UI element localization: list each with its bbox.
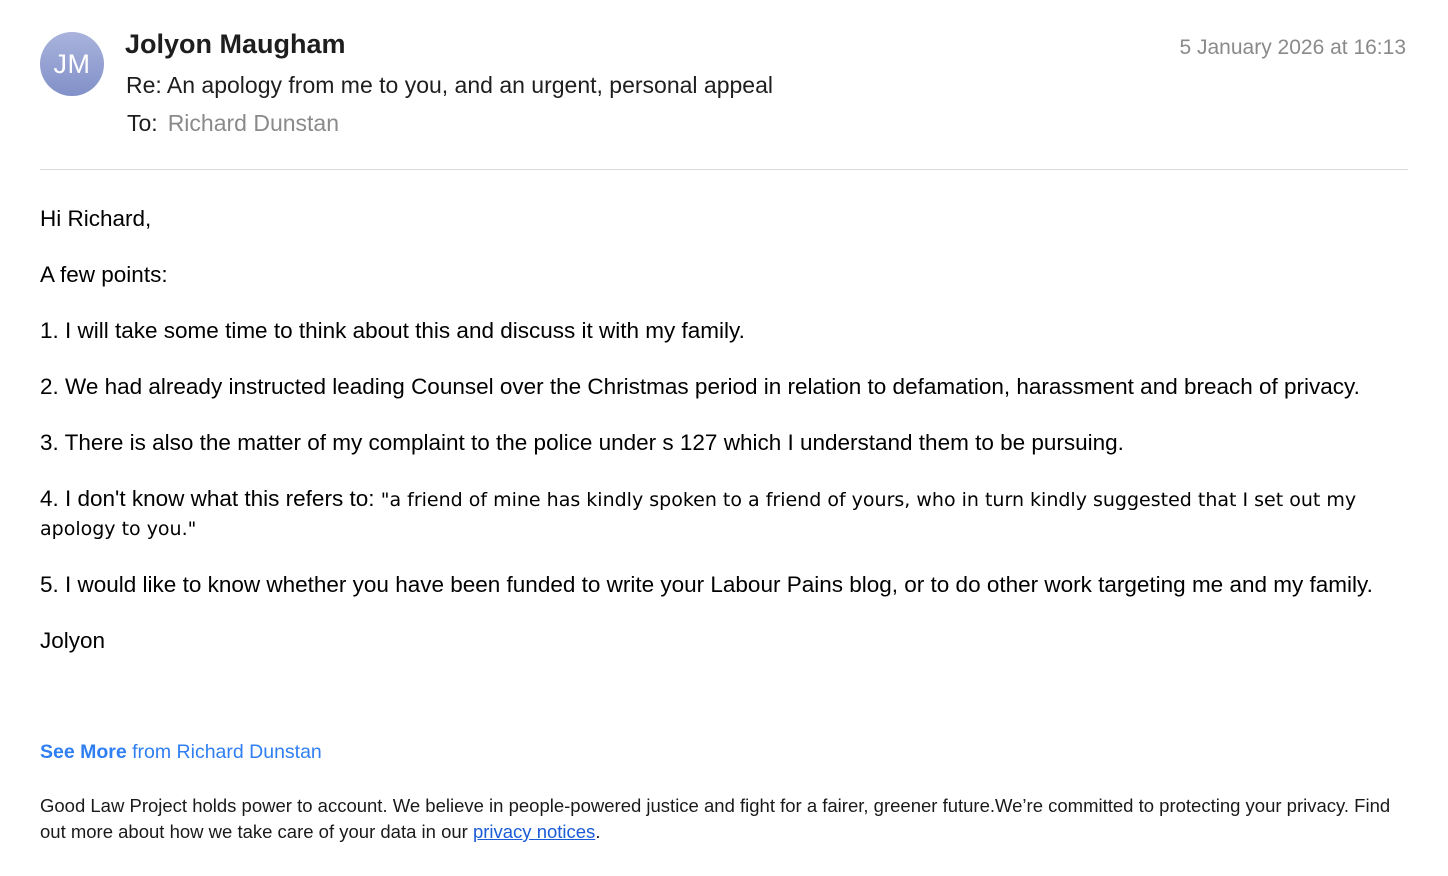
sender-avatar[interactable]: JM [40, 32, 104, 96]
point-4 [40, 485, 1408, 543]
to-label: To: [127, 110, 158, 136]
privacy-notices-link[interactable]: privacy notices [472, 821, 596, 842]
footer-text: Good Law Project holds power to account. We believe in people-powered justice and fight for a fairer, greener future.We’re committed to protecting your privacy. Find out more about how we take care of your data in our [40, 795, 1391, 842]
sender-name[interactable]: Jolyon Maugham [125, 29, 346, 59]
recipient-name[interactable]: Richard Dunstan [167, 110, 339, 136]
point-4-prefix: 4. I don't know what this refers to: [40, 486, 381, 511]
see-more-link[interactable] [40, 741, 322, 764]
footer-disclaimer [40, 793, 1408, 845]
to-row [127, 110, 339, 137]
point-3: 3. There is also the matter of my complaint to the police under s 127 which I understand them to be pursuing. [40, 430, 1124, 455]
see-more-sender[interactable]: from Richard Dunstan [126, 741, 322, 763]
intro-line: A few points: [40, 262, 168, 287]
header-divider [40, 169, 1408, 170]
message-subject: Re: An apology from me to you, and an urgent, personal appeal [126, 72, 773, 98]
see-more-label[interactable]: See More [40, 741, 127, 763]
point-2: 2. We had already instructed leading Counsel over the Christmas period in relation to defamation, harassment and breach of privacy. [40, 374, 1360, 399]
message-header [0, 0, 1448, 170]
message-date: 5 January 2026 at 16:13 [1179, 36, 1406, 59]
point-1: 1. I will take some time to think about this and discuss it with my family. [40, 318, 745, 343]
point-4-quote: "a friend of mine has kindly spoken to a friend of yours, who in turn kindly suggested that I set out my apology to you." [40, 489, 1357, 540]
point-5: 5. I would like to know whether you have been funded to write your Labour Pains blog, or to do other work targeting me and my family. [40, 572, 1373, 597]
message-body [40, 205, 1408, 683]
signoff: Jolyon [40, 628, 106, 653]
greeting: Hi Richard, [40, 206, 152, 231]
footer-end: . [595, 821, 601, 842]
